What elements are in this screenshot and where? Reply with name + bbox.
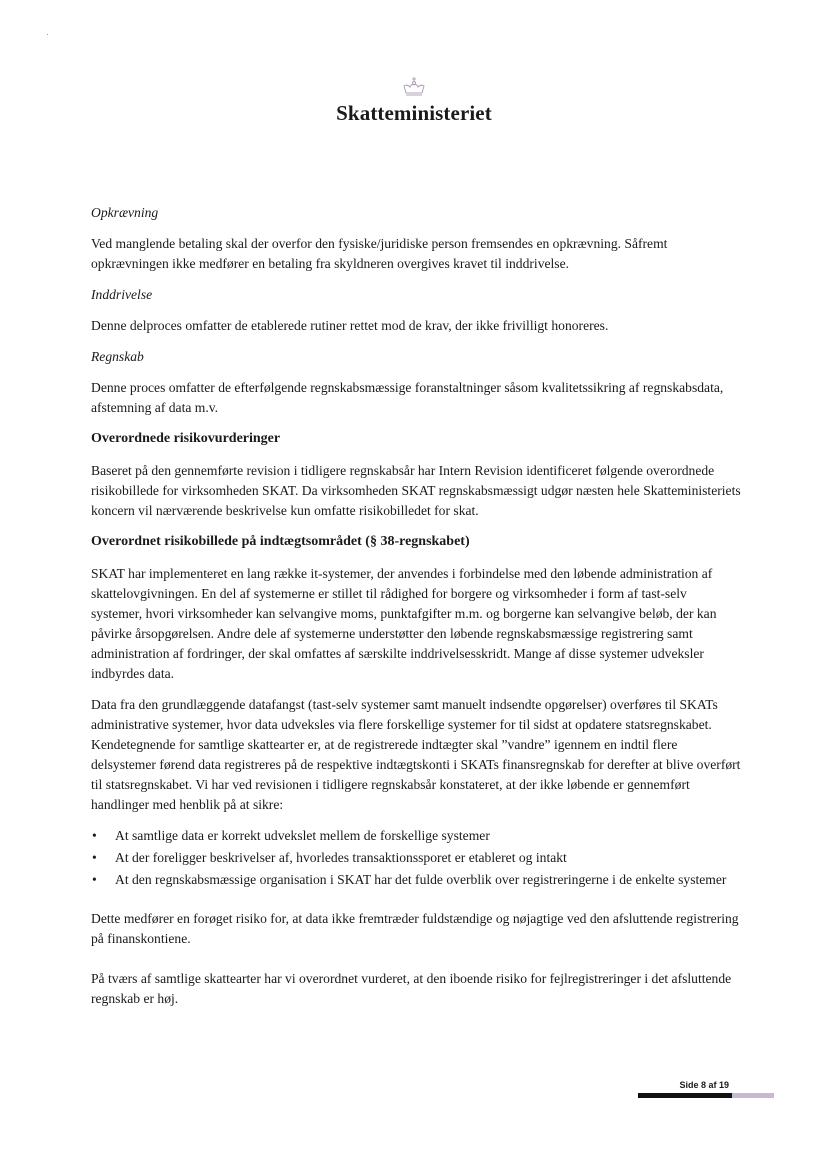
page-footer <box>638 1080 774 1098</box>
ministry-name: Skatteministeriet <box>336 101 492 125</box>
paragraph-it-systemer: SKAT har implementeret en lang række it-systemer, der anvendes i forbindelse med den løbende administration af skattelovgivningen. En del af systemerne er stillet til rådighed for borgere og virksomheder i form af tast-selv systemer, hvori virksomheder kan selvangive moms, punktafgifter m.m. og borgerne kan selvangive beløb, der kan påvirke årsopgørelsen. Andre dele af systemerne understøtter den løbende regnskabsmæssige registrering samt administration af fordringer, der skal omfattes af særskilte inddrivelsesskridt. Mange af disse systemer udveksler indbyrdes data. <box>91 566 717 681</box>
paragraph-datafangst: Data fra den grundlæggende datafangst (tast-selv systemer samt manuelt indsendte opgørelser) overføres til SKATs administrative systemer, hvor data udveksles via flere forskellige systemer for til sidst at opdatere statsregnskabet. Kendetegnende for samtlige skattearter er, at de registrerede indtægter skal ”vandre” igennem en indtil flere delsystemer førend data registreres på de respektive indtægtskonti i SKATs finansregnskab for derefter at blive overført til statsregnskabet. Vi har ved revisionen i tidligere regnskabsår konstateret, at der ikke løbende er gennemført handlinger med henblik på at sikre: <box>91 697 741 812</box>
page-number: Side 8 af 19 <box>679 1080 729 1090</box>
paragraph-risikovurderinger: Baseret på den gennemførte revision i tidligere regnskabsår har Intern Revision identificeret følgende overordnede risikobillede for virksomheden SKAT. Da virksomheden SKAT regnskabsmæssigt udgør næsten hele Skatteministeriets koncern vil nærværende beskrivelse kun omfatte risikobilledet for skat. <box>91 463 741 518</box>
crown-icon <box>401 76 427 98</box>
list-item-text: At samtlige data er korrekt udvekslet mellem de forskellige systemer <box>115 828 490 843</box>
heading-inddrivelse: Inddrivelse <box>91 287 153 302</box>
list-item <box>91 870 741 890</box>
list-item-text: At den regnskabsmæssige organisation i SKAT har det fulde overblik over registreringerne i de enkelte systemer <box>115 872 727 887</box>
footer-rule-dark <box>638 1093 732 1098</box>
list-item <box>91 848 741 868</box>
heading-opkraevning: Opkrævning <box>91 205 159 220</box>
bullet-icon: • <box>92 850 97 865</box>
bullet-icon: • <box>92 828 97 843</box>
letterhead <box>0 76 828 126</box>
bullet-list <box>91 826 741 890</box>
heading-indtaegtsomraadet: Overordnet risikobillede på indtægtsområdet (§ 38-regnskabet) <box>91 534 470 549</box>
list-item-text: At der foreligger beskrivelser af, hvorledes transaktionssporet er etableret og intakt <box>115 850 567 865</box>
footer-rule <box>638 1093 774 1098</box>
bullet-icon: • <box>92 872 97 887</box>
scan-speck <box>47 34 48 35</box>
paragraph-regnskab: Denne proces omfatter de efterfølgende regnskabsmæssige foranstaltninger såsom kvalitetssikring af regnskabsdata, afstemning af data m.v. <box>91 380 724 415</box>
paragraph-conclusion-risk: Dette medfører en forøget risiko for, at data ikke fremtræder fuldstændige og nøjagtige ved den afsluttende registrering på finanskontiene. <box>91 911 739 946</box>
list-item <box>91 826 741 846</box>
paragraph-opkraevning: Ved manglende betaling skal der overfor den fysiske/juridiske person fremsendes en opkrævning. Såfremt opkrævningen ikke medfører en betaling fra skyldneren overgives kravet til inddrivelse. <box>91 236 668 271</box>
paragraph-inddrivelse: Denne delproces omfatter de etablerede rutiner rettet mod de krav, der ikke frivilligt honoreres. <box>91 318 609 333</box>
paragraph-conclusion-assessment: På tværs af samtlige skattearter har vi overordnet vurderet, at den iboende risiko for fejlregistreringer i det afsluttende regnskab er høj. <box>91 971 732 1006</box>
footer-rule-accent <box>732 1093 774 1098</box>
document-body <box>91 203 741 1020</box>
heading-regnskab: Regnskab <box>91 349 144 364</box>
heading-risikovurderinger: Overordnede risikovurderinger <box>91 431 281 446</box>
